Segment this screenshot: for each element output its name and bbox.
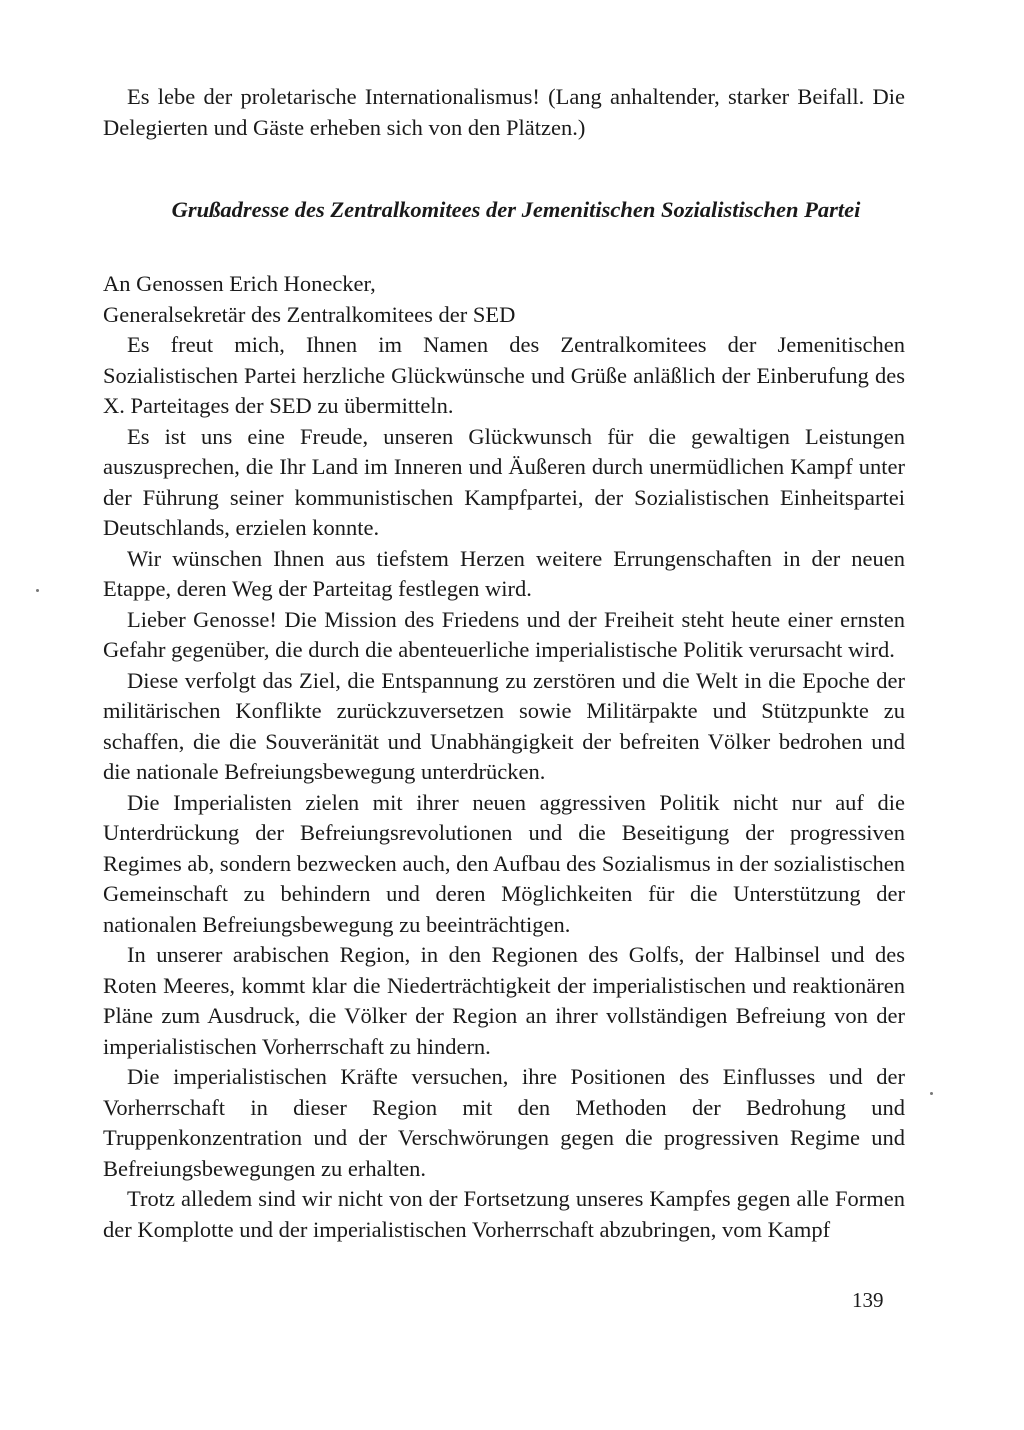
body-paragraph: Diese verfolgt das Ziel, die Entspannung zu zerstören und die Welt in die Epoche der militärischen Konflikte zurückzuversetzen sowie Militärpakte und Stützpunkte zu schaffen, die die Souveränität und Unabhängigkeit der befreiten Völker bedrohen und die nationale Befreiungsbewegung unterdrücken.: [103, 667, 905, 784]
body-paragraph: Die imperialistischen Kräfte versuchen, ihre Positionen des Einflusses und der Vorherrschaft in dieser Region mit den Methoden der Bedrohung und Truppenkonzentration und der Verschwörungen gegen die progressiven Regime und Befreiungsbewegungen zu erhalten.: [103, 1064, 905, 1181]
opening-paragraph: Es lebe der proletarische Internationalismus! (Lang anhaltender, starker Beifall. Die Delegierten und Gäste erheben sich von den Plätzen.): [103, 84, 905, 140]
address-line: Generalsekretär des Zentralkomitees der SED: [103, 301, 516, 327]
scan-speck: [36, 589, 39, 592]
body-paragraph: Trotz alledem sind wir nicht von der Fortsetzung unseres Kampfes gegen alle Formen der Komplotte und der imperialistischen Vorherrschaft abzubringen, vom Kampf: [103, 1186, 905, 1242]
body-paragraph: Wir wünschen Ihnen aus tiefstem Herzen weitere Errungenschaften in der neuen Etappe, deren Weg der Parteitag festlegen wird.: [103, 545, 905, 601]
page-number: 139: [852, 1288, 884, 1312]
body-paragraph: Es freut mich, Ihnen im Namen des Zentralkomitees der Jemenitischen Sozialistischen Partei herzliche Glückwünsche und Grüße anläßlich der Einberufung des X. Parteitages der SED zu übermitteln.: [103, 332, 905, 418]
letter-body: [103, 330, 905, 1245]
body-paragraph: In unserer arabischen Region, in den Regionen des Golfs, der Halbinsel und des Roten Meeres, kommt klar die Niederträchtigkeit der imperialistischen und reaktionären Pläne zum Ausdruck, die Völker der Region an ihrer vollständigen Befreiung von der imperialistischen Vorherrschaft zu hindern.: [103, 942, 905, 1059]
address-block: [103, 269, 905, 330]
page-body: [103, 82, 905, 1245]
scan-speck: [930, 1092, 933, 1095]
body-paragraph: Es ist uns eine Freude, unseren Glückwunsch für die gewaltigen Leistungen auszusprechen, die Ihr Land im Inneren und Äußeren durch unermüdlichen Kampf unter der Führung seiner kommunistischen Kampfpartei, der Sozialistischen Einheitspartei Deutschlands, erzielen konnte.: [103, 423, 905, 540]
body-paragraph: Die Imperialisten zielen mit ihrer neuen aggressiven Politik nicht nur auf die Unterdrückung der Befreiungsrevolutionen und die Beseitigung der progressiven Regimes ab, sondern bezwecken auch, den Aufbau des Sozialismus in der sozialistischen Gemeinschaft zu behindern und deren Möglichkeiten für die Unterstützung der nationalen Befreiungsbewegung zu beeinträchtigen.: [103, 789, 905, 937]
body-paragraph: Lieber Genosse! Die Mission des Friedens und der Freiheit steht heute einer ernsten Gefahr gegenüber, die durch die abenteuerliche imperialistische Politik verursacht wird.: [103, 606, 905, 662]
section-heading: Grußadresse des Zentralkomitees der Jemenitischen Sozialistischen Partei: [171, 197, 861, 222]
address-line: An Genossen Erich Honecker,: [103, 271, 376, 296]
